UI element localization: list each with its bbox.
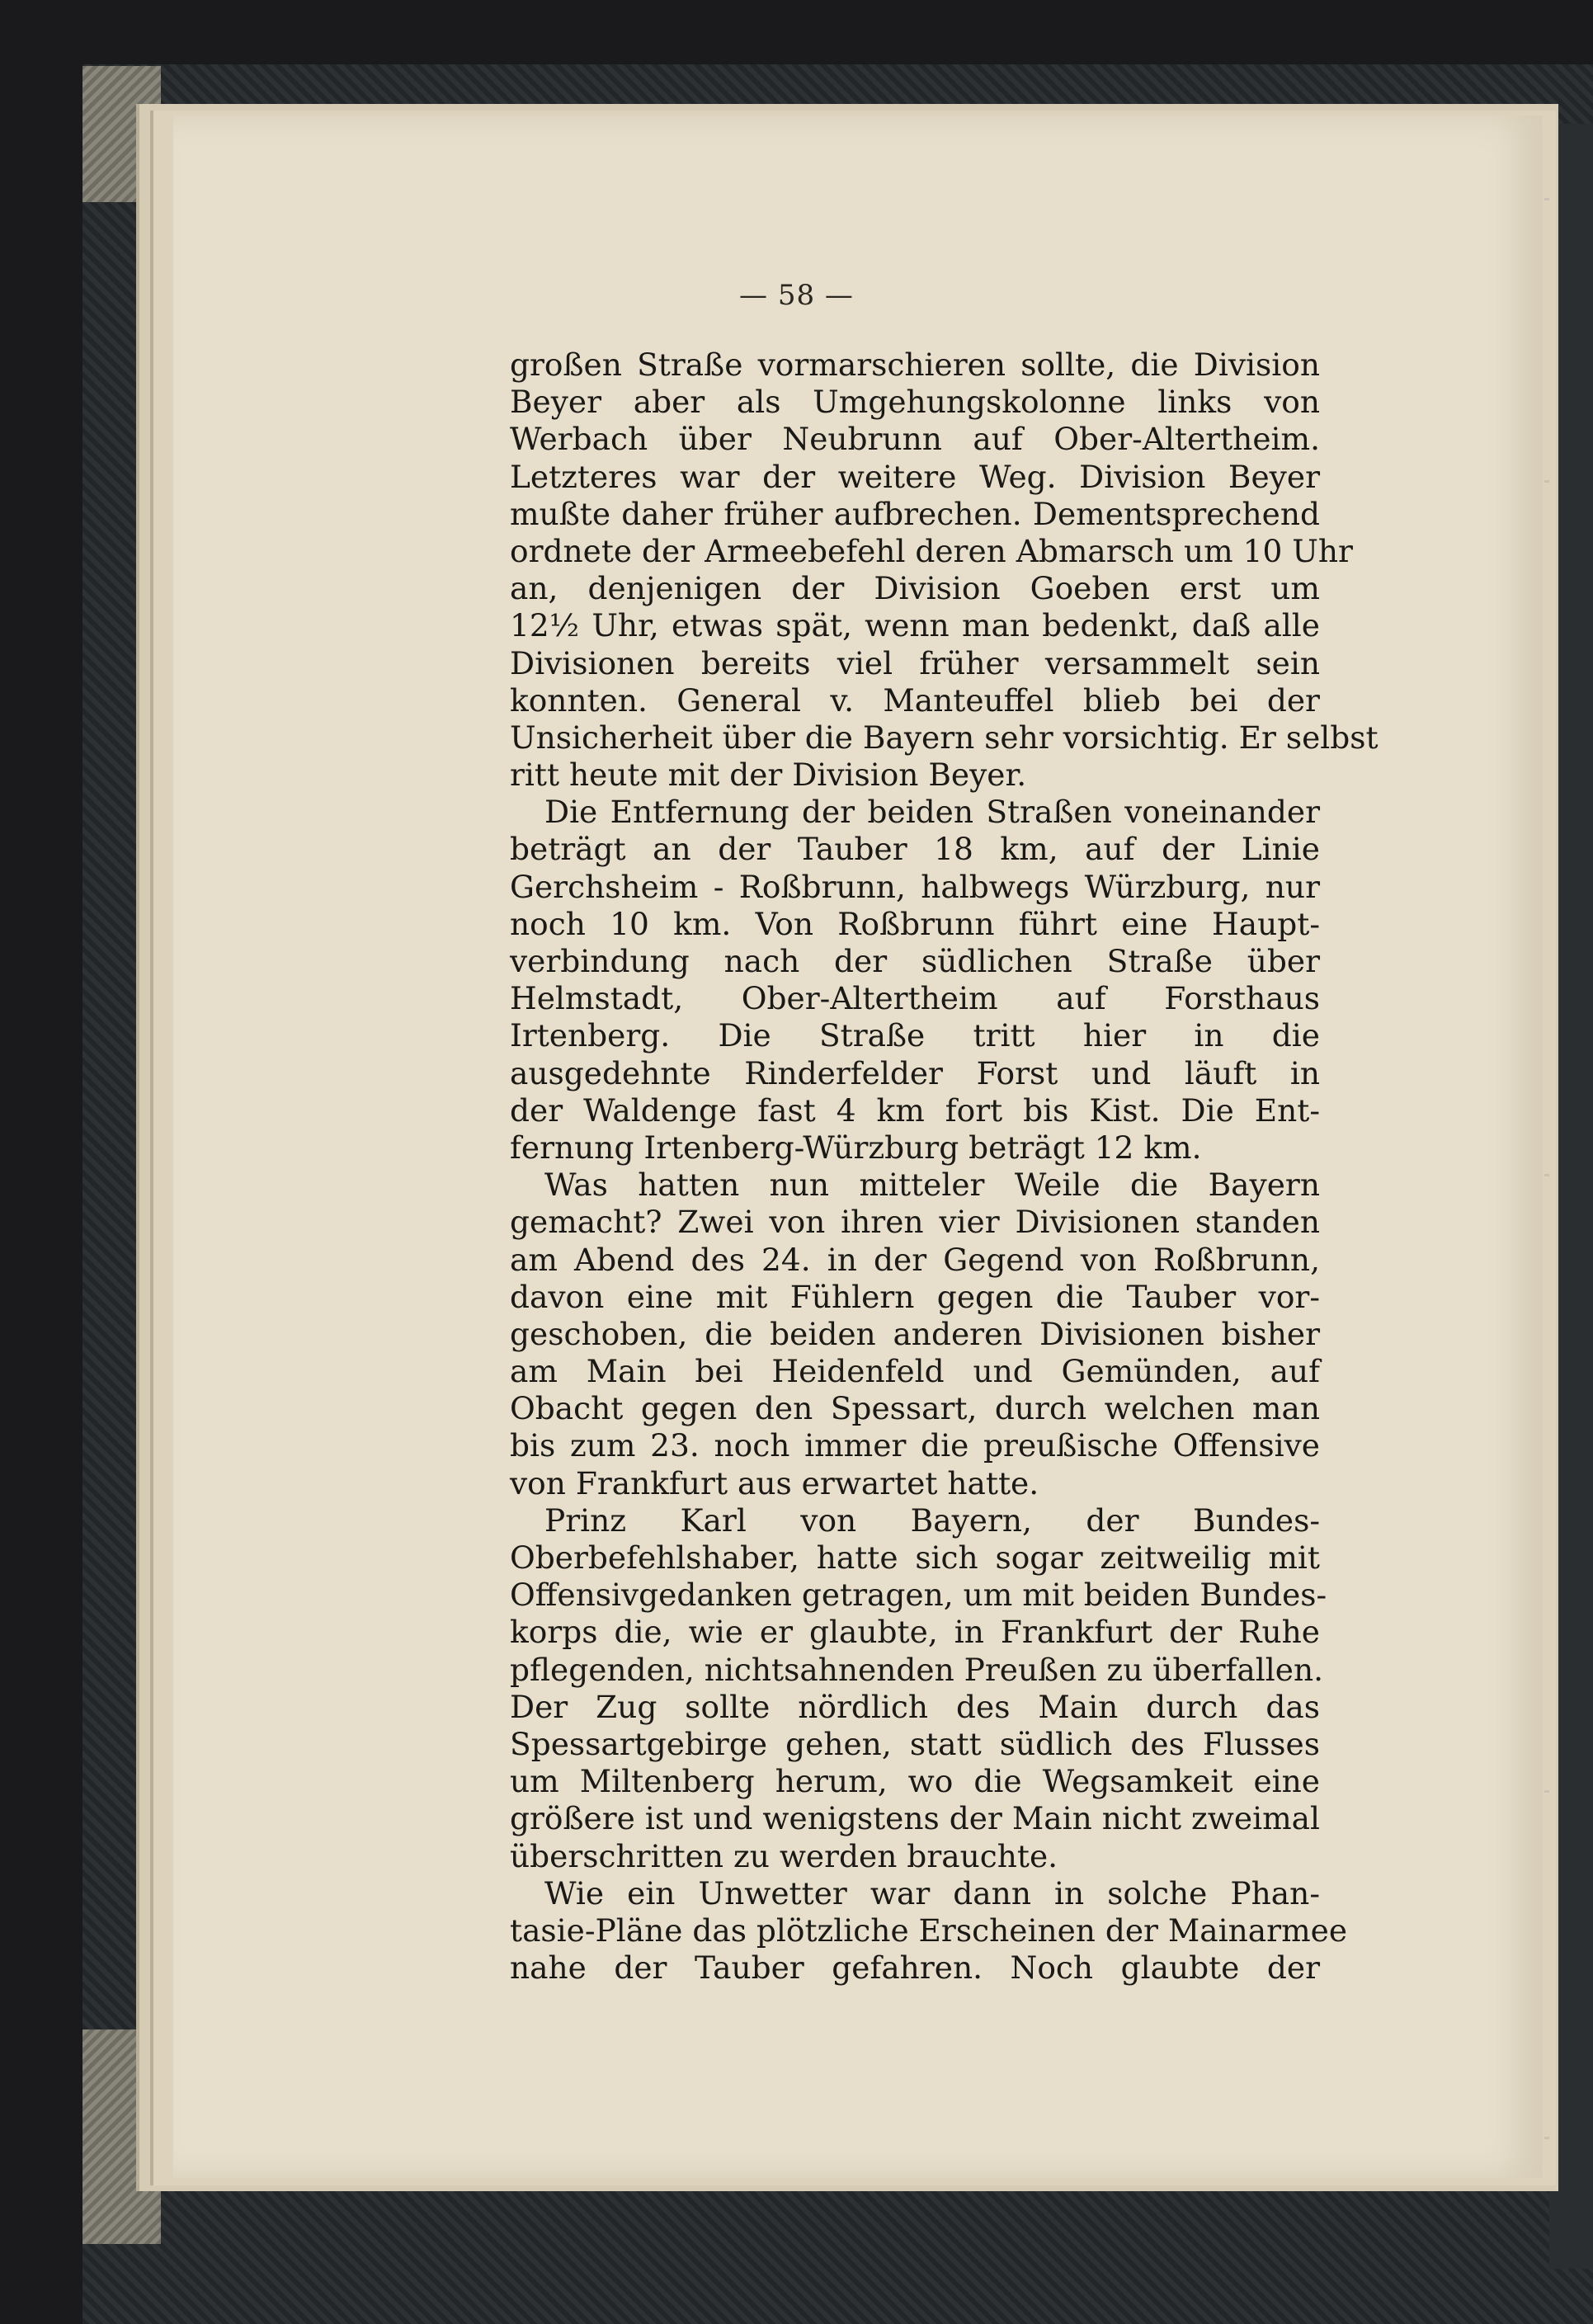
edge-marks xyxy=(1544,0,1577,2324)
text-line: pflegenden, nichtsahnenden Preußen zu überfallen. xyxy=(510,1651,1324,1688)
text-line: am Main bei Heidenfeld und Gemünden, auf xyxy=(510,1353,1320,1390)
body-text xyxy=(510,346,1379,1987)
text-line: beträgt an der Tauber 18 km, auf der Linie xyxy=(510,831,1320,868)
text-line: konnten. General v. Manteuffel blieb bei der xyxy=(510,681,1320,719)
text-line: Irtenberg. Die Straße tritt hier in die xyxy=(510,1017,1320,1054)
text-line: ordnete der Armeebefehl deren Abmarsch um 10 Uhr xyxy=(510,532,1353,569)
text-line: ausgedehnte Rinderfelder Forst und läuft in xyxy=(510,1054,1320,1091)
edge-mark xyxy=(1544,2137,1549,2139)
text-line: gemacht? Zwei von ihren vier Divisionen standen xyxy=(510,1204,1320,1241)
text-line: Obacht gegen den Spessart, durch welchen man xyxy=(510,1390,1320,1427)
text-line: der Waldenge fast 4 km fort bis Kist. Die Ent- xyxy=(510,1091,1320,1129)
text-line: nahe der Tauber gefahren. Noch glaubte der xyxy=(510,1949,1320,1987)
text-line: von Frankfurt aus erwartet hatte. xyxy=(510,1464,1039,1501)
text-line: Wie ein Unwetter war dann in solche Phan- xyxy=(544,1874,1320,1912)
text-line: noch 10 km. Von Roßbrunn führt eine Haupt- xyxy=(510,905,1320,942)
text-line: überschritten zu werden brauchte. xyxy=(510,1837,1058,1874)
text-line: Beyer aber als Umgehungskolonne links von xyxy=(510,384,1320,421)
edge-mark xyxy=(1544,1174,1549,1176)
text-line: verbindung nach der südlichen Straße über xyxy=(510,943,1320,979)
text-line: korps die, wie er glaubte, in Frankfurt der Ruhe xyxy=(510,1614,1320,1651)
text-line: Die Entfernung der beiden Straßen voneinander xyxy=(544,794,1320,831)
text-line: Der Zug sollte nördlich des Main durch das xyxy=(510,1688,1320,1725)
text-line: davon eine mit Fühlern gegen die Tauber vor- xyxy=(510,1278,1320,1315)
text-line: um Miltenberg herum, wo die Wegsamkeit eine xyxy=(510,1763,1320,1800)
text-line: mußte daher früher aufbrechen. Dementsprechend xyxy=(510,495,1320,532)
edge-mark xyxy=(1544,198,1549,200)
page-number: — 58 — xyxy=(739,279,854,312)
text-line: großen Straße vormarschieren sollte, die Division xyxy=(510,346,1320,383)
text-line: Helmstadt, Ober-Altertheim auf Forsthaus xyxy=(510,980,1320,1017)
text-line: Spessartgebirge gehen, statt südlich des Flusses xyxy=(510,1725,1320,1762)
text-line: ritt heute mit der Division Beyer. xyxy=(510,757,1027,794)
text-line: Offensivgedanken getragen, um mit beiden Bundes- xyxy=(510,1577,1327,1614)
text-line: Gerchsheim - Roßbrunn, halbwegs Würzburg, nur xyxy=(510,868,1320,905)
text-line: geschoben, die beiden anderen Divisionen bisher xyxy=(510,1315,1320,1352)
edge-mark xyxy=(1544,480,1549,483)
text-line: Was hatten nun mitteler Weile die Bayern xyxy=(544,1167,1320,1204)
text-line: Letzteres war der weitere Weg. Division Beyer xyxy=(510,458,1320,495)
edge-mark xyxy=(1544,1790,1549,1793)
text-line: Werbach über Neubrunn auf Ober-Altertheim. xyxy=(510,421,1320,458)
text-line: Prinz Karl von Bayern, der Bundes- xyxy=(544,1501,1320,1539)
text-line: Oberbefehlshaber, hatte sich sogar zeitweilig mit xyxy=(510,1539,1320,1576)
text-line: fernung Irtenberg-Würzburg beträgt 12 km. xyxy=(510,1129,1202,1166)
text-line: Divisionen bereits viel früher versammelt sein xyxy=(510,644,1320,681)
text-line: Unsicherheit über die Bayern sehr vorsichtig. Er selbst xyxy=(510,719,1379,756)
text-line: tasie-Pläne das plötzliche Erscheinen der Mainarmee xyxy=(510,1912,1348,1949)
text-line: am Abend des 24. in der Gegend von Roßbrunn, xyxy=(510,1241,1320,1278)
text-line: größere ist und wenigstens der Main nicht zweimal xyxy=(510,1800,1320,1837)
text-line: 12½ Uhr, etwas spät, wenn man bedenkt, daß alle xyxy=(510,607,1320,644)
text-line: an, denjenigen der Division Goeben erst um xyxy=(510,570,1320,607)
text-line: bis zum 23. noch immer die preußische Offensive xyxy=(510,1427,1320,1464)
